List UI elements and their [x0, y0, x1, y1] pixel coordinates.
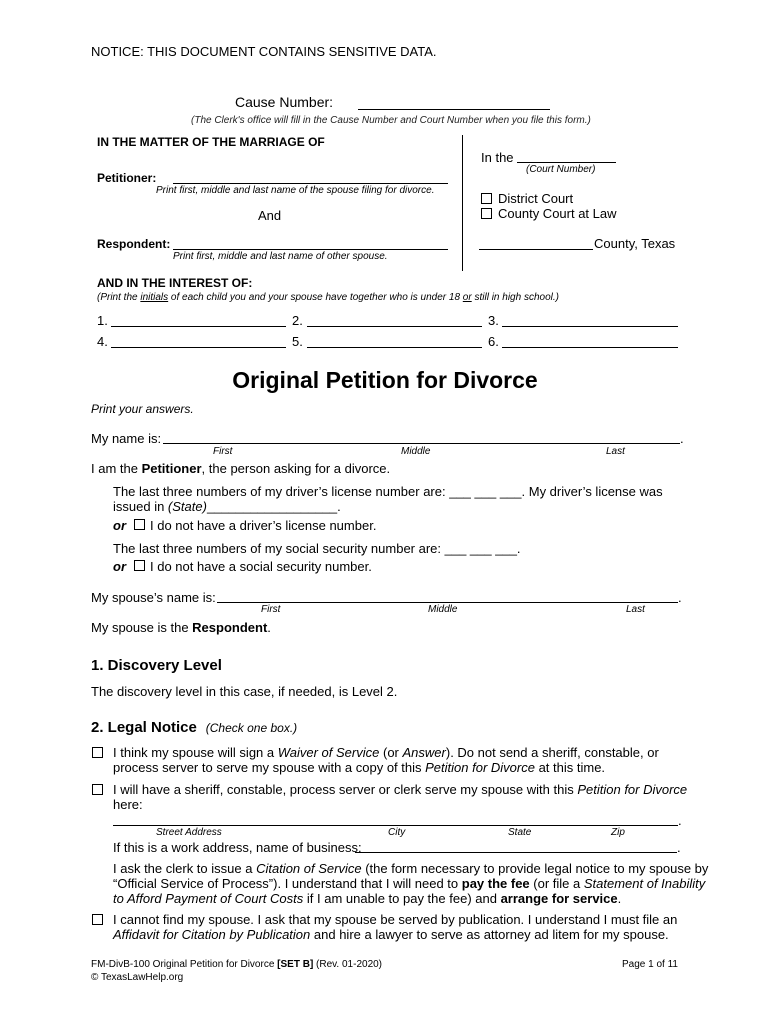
my-name-middle-hint: Middle	[401, 446, 431, 457]
discovery-level-heading: 1. Discovery Level	[91, 657, 222, 674]
print-answers-note: Print your answers.	[91, 402, 194, 416]
sensitive-data-notice: NOTICE: THIS DOCUMENT CONTAINS SENSITIVE DATA.	[91, 44, 437, 59]
no-ssn-label: I do not have a social security number.	[150, 559, 372, 574]
child-5-field[interactable]	[307, 347, 482, 348]
license-or-label: or	[113, 518, 126, 533]
ssn-line: The last three numbers of my social security number are: ___ ___ ___.	[113, 541, 521, 556]
publication-option-line1: I cannot find my spouse. I ask that my spouse be served by publication. I understand I must file an	[113, 912, 678, 927]
license-number-line: The last three numbers of my driver’s license number are: ___ ___ ___. My driver’s license was	[113, 484, 663, 499]
child-4-number: 4.	[97, 334, 108, 349]
respondent-hint: Print first, middle and last name of other spouse.	[173, 251, 388, 262]
no-ssn-checkbox[interactable]	[134, 560, 145, 571]
county-name-field[interactable]	[479, 249, 593, 250]
service-option-checkbox[interactable]	[92, 784, 103, 795]
my-name-last-hint: Last	[606, 446, 625, 457]
street-address-hint: Street Address	[156, 827, 222, 838]
child-3-number: 3.	[488, 313, 499, 328]
waiver-option-line1: I think my spouse will sign a Waiver of Service (or Answer). Do not send a sheriff, constable, or	[113, 745, 659, 760]
spouse-first-hint: First	[261, 604, 281, 615]
county-court-label: County Court at Law	[498, 206, 617, 221]
matter-heading: IN THE MATTER OF THE MARRIAGE OF	[97, 135, 325, 149]
cause-number-label: Cause Number:	[235, 94, 334, 110]
state-hint: State	[508, 827, 532, 838]
child-1-number: 1.	[97, 313, 108, 328]
respondent-statement: My spouse is the Respondent.	[91, 620, 271, 635]
publication-option-line2: Affidavit for Citation by Publication and hire a lawyer to serve as attorney ad litem for my spouse.	[113, 927, 669, 942]
and-label: And	[258, 208, 282, 223]
service-address-period: .	[678, 813, 682, 828]
caption-divider	[462, 135, 463, 271]
service-address-field[interactable]	[113, 825, 678, 826]
my-name-label: My name is:	[91, 431, 162, 446]
child-2-number: 2.	[292, 313, 303, 328]
district-court-checkbox[interactable]	[481, 193, 492, 204]
zip-hint: Zip	[611, 827, 625, 838]
cause-number-note: (The Clerk's office will fill in the Cause Number and Court Number when you file this form.)	[191, 115, 591, 126]
petitioner-statement: I am the Petitioner, the person asking for a divorce.	[91, 461, 391, 476]
interest-heading: AND IN THE INTEREST OF:	[97, 276, 253, 290]
publication-option-checkbox[interactable]	[92, 914, 103, 925]
county-texas-label: County, Texas	[594, 236, 676, 251]
no-license-checkbox[interactable]	[134, 519, 145, 530]
in-the-label: In the	[481, 150, 514, 165]
my-name-field[interactable]	[163, 443, 680, 444]
ssn-or-label: or	[113, 559, 126, 574]
service-option-line1: I will have a sheriff, constable, process server or clerk serve my spouse with this Petition for Divorce	[113, 782, 688, 797]
work-address-label: If this is a work address, name of business:	[113, 840, 362, 855]
court-number-hint: (Court Number)	[526, 164, 596, 175]
copyright-footer: © TexasLawHelp.org	[91, 972, 184, 983]
work-address-period: .	[677, 840, 681, 855]
petitioner-hint: Print first, middle and last name of the spouse filing for divorce.	[156, 185, 435, 196]
my-name-period: .	[680, 431, 684, 446]
interest-note: (Print the initials of each child you and your spouse have together who is under 18 or still in high school.)	[97, 292, 559, 303]
spouse-last-hint: Last	[626, 604, 645, 615]
citation-line1: I ask the clerk to issue a Citation of Service (the form necessary to provide legal notice to my spouse by	[113, 861, 709, 876]
citation-line3: to Afford Payment of Court Costs if I am unable to pay the fee) and arrange for service.	[113, 891, 622, 906]
legal-notice-heading: 2. Legal Notice (Check one box.)	[91, 719, 298, 736]
respondent-label: Respondent:	[97, 237, 171, 251]
child-2-field[interactable]	[307, 326, 482, 327]
discovery-level-text: The discovery level in this case, if needed, is Level 2.	[91, 684, 398, 699]
spouse-middle-hint: Middle	[428, 604, 458, 615]
respondent-name-field[interactable]	[173, 249, 448, 250]
waiver-option-checkbox[interactable]	[92, 747, 103, 758]
page-number: Page 1 of 11	[622, 959, 678, 970]
citation-line2: “Official Service of Process”). I understand that I will need to pay the fee (or file a Statement of Inability	[113, 876, 706, 891]
form-id-footer: FM-DivB-100 Original Petition for Divorce [SET B] (Rev. 01-2020)	[91, 959, 383, 970]
my-name-first-hint: First	[213, 446, 233, 457]
child-6-field[interactable]	[502, 347, 678, 348]
business-name-field[interactable]	[355, 852, 677, 853]
no-license-label: I do not have a driver’s license number.	[150, 518, 377, 533]
petitioner-name-field[interactable]	[173, 183, 448, 184]
city-hint: City	[388, 827, 406, 838]
county-court-checkbox[interactable]	[481, 208, 492, 219]
spouse-name-period: .	[678, 590, 682, 605]
petitioner-label: Petitioner:	[97, 171, 157, 185]
child-5-number: 5.	[292, 334, 303, 349]
child-4-field[interactable]	[111, 347, 286, 348]
district-court-label: District Court	[498, 191, 574, 206]
service-option-line2: here:	[113, 797, 143, 812]
document-title: Original Petition for Divorce	[232, 367, 538, 393]
child-3-field[interactable]	[502, 326, 678, 327]
spouse-name-label: My spouse’s name is:	[91, 590, 216, 605]
waiver-option-line2: process server to serve my spouse with a copy of this Petition for Divorce at this time.	[113, 760, 606, 775]
spouse-name-field[interactable]	[217, 602, 678, 603]
court-number-field[interactable]	[517, 162, 616, 163]
child-1-field[interactable]	[111, 326, 286, 327]
child-6-number: 6.	[488, 334, 499, 349]
cause-number-field[interactable]	[358, 109, 550, 110]
license-state-line: issued in (State)__________________.	[113, 499, 341, 514]
